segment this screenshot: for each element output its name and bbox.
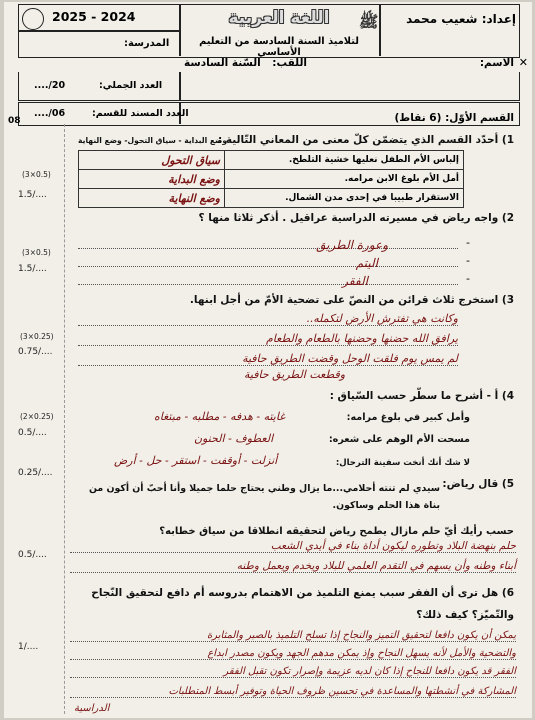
q4-part-b-answer[interactable]: أنزلت - أوقفت - استقر - حل - أرض	[114, 454, 278, 467]
author-name: شعيب محمد	[406, 12, 478, 26]
q6-answer-line[interactable]: يمكن أن يكون دافعا لتحقيق التميز والنجاح إذا تسلح التلميذ بالصبر والمثابرة	[70, 630, 516, 642]
table-row	[79, 151, 464, 170]
q3-prompt: 3) استخرج ثلاث قرائن من النصّ على تضحية الأمّ من أجل ابنها.	[189, 294, 514, 306]
left-margin-mark: 08	[8, 116, 21, 126]
q6-answer-line[interactable]: الدراسية	[74, 703, 110, 714]
q1-mark-total: 1.5/....	[18, 190, 47, 200]
subject-title: اللغة العربية	[228, 8, 330, 28]
q6-answer-line[interactable]: المشاركة في أنشطتها والمساعدة في تحسين ظروف الحياة وتوفير أبسط المتطلبات	[70, 686, 516, 698]
name-label: الاسم:	[479, 57, 514, 69]
header-years: 2025 - 2024	[52, 9, 136, 24]
subject-logo-mark: ﷺ	[359, 12, 379, 31]
q3-answer-line[interactable]: يرافق الله حضنها وحضنها بالطعام والطعام	[78, 332, 458, 346]
section-score-label: العدد المسند للقسم:	[92, 108, 189, 119]
q1-row-text: إلباس الأم الطفل نعليها خشية التلطخ.	[225, 151, 464, 170]
q3-answer-extra[interactable]: وقطعت الطريق حافية	[244, 368, 346, 381]
prepared-by-label: إعداد:	[481, 12, 516, 26]
q4-part-b-mark: 0.25/....	[18, 468, 53, 478]
q1-row-text: الاستقرار طبيبا في إحدى مدن الشمال.	[225, 189, 464, 208]
q5-prompt: 5) قال رياض:	[442, 478, 514, 490]
page-edge-mark: ✕	[518, 56, 528, 69]
total-label: العدد الجملي:	[99, 80, 163, 91]
q1-options: وضع البداية - سياق التحول- وضع النهاية	[78, 136, 228, 145]
header-divider-horizontal	[18, 30, 179, 32]
q4-item-text: مسحت الأم الوهم على شعره:	[328, 434, 470, 445]
q1-row-answer[interactable]: وضع النهاية	[79, 189, 225, 208]
header-divider-vertical-1	[179, 4, 181, 56]
header-divider-vertical-2	[379, 4, 381, 56]
q3-answer-line[interactable]: وكانت هي تفترش الأرض لتكمله..	[78, 312, 458, 326]
q2-prompt: 2) واجه رياض في مسيرته الدراسية عراقيل . أذكر ثلاثا منها ؟	[198, 212, 514, 224]
audience-line: لتلاميذ السنة السادسة من التعليم الأساسي	[199, 36, 359, 58]
q1-prompt: 1) أحدّد القسم الذي يتضمّن كلّ معنى من المعاني التّالية :	[218, 134, 514, 146]
school-logo	[22, 8, 44, 30]
q4-part-b-prompt: لا شك أنك أنخت سفينة الترحال:	[335, 458, 470, 468]
student-info-box	[18, 72, 520, 101]
left-margin-rule	[64, 124, 66, 714]
q5-answer-line[interactable]: أبناء وطنه وأن يسهم في التقدم العلمي للبلاد ويخدم ويعمل وطنه	[70, 560, 516, 573]
q1-row-text: أمل الأم بلوغ الابن مرامه.	[225, 170, 464, 189]
q4-mark-total: 0.5/....	[18, 428, 47, 438]
q1-mark-weight: (3×0.5)	[22, 170, 51, 179]
total-value: ..../20	[34, 80, 66, 91]
q4-item-answer[interactable]: العطوف - الحنون	[194, 432, 274, 445]
table-row	[79, 189, 464, 208]
section-title: القسم الأوّل: (6 نقاط)	[394, 112, 514, 124]
q4-item-answer[interactable]: غايته - هدفه - مطلبه - مبتغاه	[154, 410, 285, 423]
q4-mark-weight: (2×0.25)	[20, 412, 54, 421]
q4-prompt: 4) أ - أشرح ما سطّر حسب السّياق :	[329, 390, 514, 402]
q3-answer-line[interactable]: لم يمس يوم فلقت الوحل وقضت الطريق حافية	[78, 352, 458, 366]
q4-item-text: وأمل كبير في بلوغ مرامه:	[346, 412, 470, 423]
q6-prompt: 6) هل ترى أن الفقر سبب يمنع التلميذ من الاهتمام بدروسه أم دافع لتحقيق النّجاح والتّميّز؟ كيف ذلك؟	[91, 587, 514, 621]
q2-answer-line[interactable]: الفقر	[78, 270, 458, 285]
q5-mark-total: 0.5/....	[18, 550, 47, 560]
school-label: المدرسة:	[124, 38, 170, 49]
q5-quote: سيدي لم تنته أحلامي...ما يزال وطني يحتاج حلما جميلا وأنا أحبّ أن أكون من بناة هذا الحلم وساكون.	[88, 483, 440, 511]
q5-answer-line[interactable]: حلم بنهضة البلاد وتطوره ليكون أداة بناء في أيدي الشعب	[70, 540, 516, 553]
q1-row-answer[interactable]: سياق التحول	[79, 151, 225, 170]
q6-answer-line[interactable]: الفقر قد يكون دافعا للنجاح إذا كان لديه عزيمة وإصرار تكون تقبل الفقر	[70, 666, 516, 678]
header-author	[406, 12, 516, 26]
q2-mark-weight: (3×0.5)	[22, 248, 51, 257]
exam-sheet	[4, 2, 532, 718]
section-score-value: ..../06	[34, 108, 66, 119]
q3-mark-total: 0.75/....	[18, 347, 53, 357]
grade-label: السّنة السادسة	[184, 57, 261, 69]
total-box-divider	[179, 72, 181, 100]
q3-mark-weight: (3×0.25)	[20, 332, 54, 341]
q1-row-answer[interactable]: وضع البداية	[79, 170, 225, 189]
q2-answer-line[interactable]: اليتم	[78, 252, 458, 267]
q2-bullets: - - -	[466, 236, 470, 285]
q5-prompt2: حسب رأيك أيّ حلم مازال يطمح رياض لتحقيقه انطلاقا من سياق خطابه؟	[159, 526, 514, 537]
q2-answer-line[interactable]: وعورة الطريق	[78, 234, 458, 249]
q6-answer-line[interactable]: والتضحية والأمل لأنه يسهل النجاح وإذ يمكن مدهم الجهد ويكون مصدر ابداع	[70, 648, 516, 660]
q6-mark-total: 1/....	[18, 642, 39, 652]
table-row	[79, 170, 464, 189]
surname-label: اللقب:	[272, 57, 307, 69]
q1-table	[78, 150, 464, 208]
q2-mark-total: 1.5/....	[18, 264, 47, 274]
